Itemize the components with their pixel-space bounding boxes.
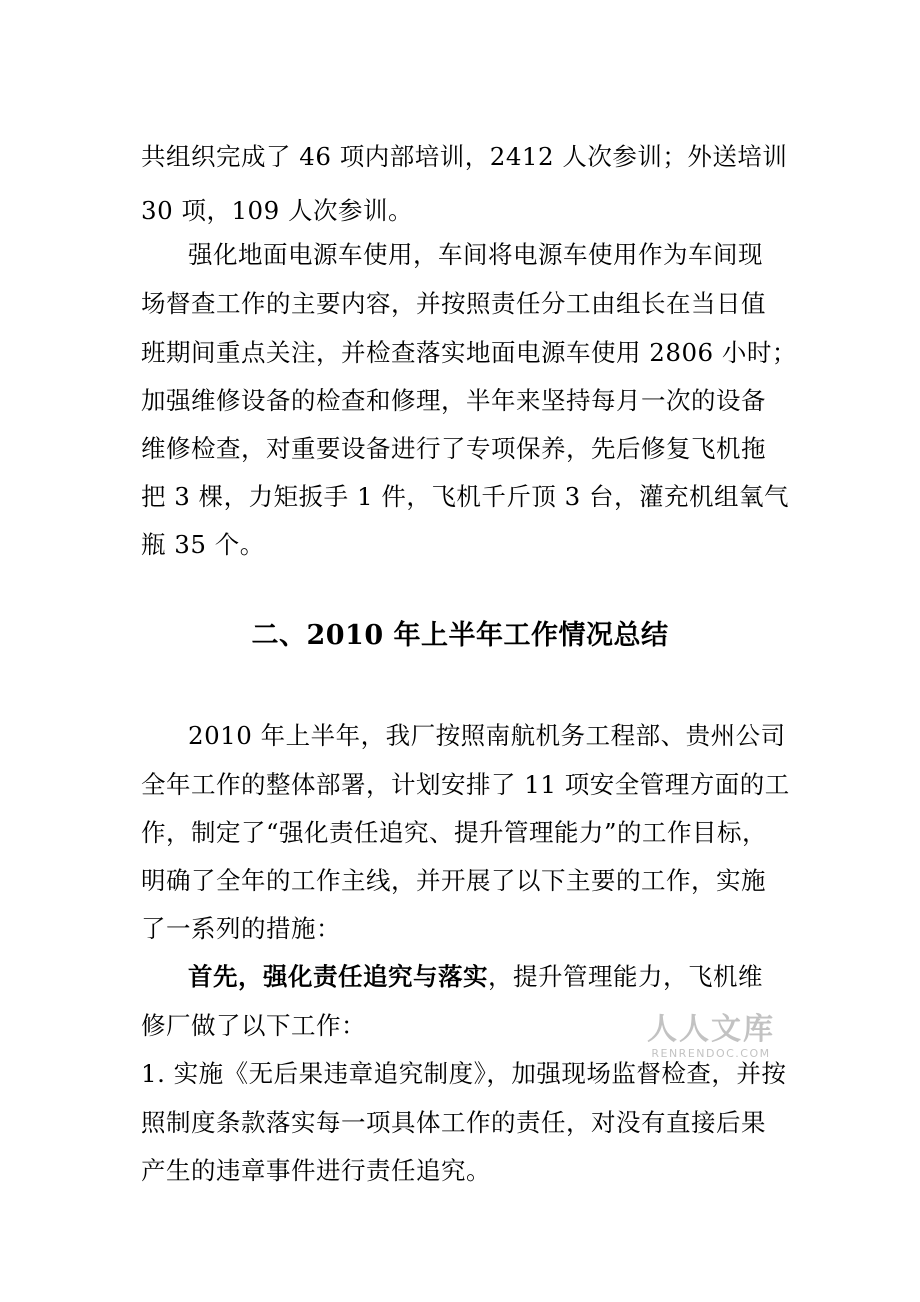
watermark-logo xyxy=(646,1013,776,1061)
paragraph-2-line-6: 把 3 棵，力矩扳手 1 件，飞机千斤顶 3 台，灌充机组氧气 xyxy=(141,482,789,511)
paragraph-2-line-1: 强化地面电源车使用，车间将电源车使用作为车间现 xyxy=(188,240,763,269)
item-1-line-3: 产生的违章事件进行责任追究。 xyxy=(141,1156,491,1185)
item-1-line-1: 1. 实施《无后果违章追究制度》，加强现场监督检查，并按 xyxy=(141,1059,787,1088)
item-1-line-2: 照制度条款落实每一项具体工作的责任，对没有直接后果 xyxy=(141,1108,766,1137)
paragraph-2-line-7: 瓶 35 个。 xyxy=(141,530,265,559)
paragraph-2-line-4: 加强维修设备的检查和修理，半年来坚持每月一次的设备 xyxy=(141,386,766,415)
paragraph-3-line-4: 明确了全年的工作主线，并开展了以下主要的工作，实施 xyxy=(141,866,766,895)
paragraph-4-line-2: 修厂做了以下工作： xyxy=(141,1011,366,1040)
watermark-title: 人人文库 xyxy=(647,1012,775,1047)
paragraph-3-line-5: 了一系列的措施： xyxy=(141,914,341,943)
section-heading: 二、2010 年上半年工作情况总结 xyxy=(251,620,669,651)
paragraph-2-line-2: 场督查工作的主要内容，并按照责任分工由组长在当日值 xyxy=(141,289,766,318)
paragraph-2-line-5: 维修检查，对重要设备进行了专项保养，先后修复飞机拖 xyxy=(141,434,766,463)
paragraph-2-line-3: 班期间重点关注，并检查落实地面电源车使用 2806 小时； xyxy=(141,338,797,367)
paragraph-3-line-3: 作，制定了“强化责任追究、提升管理能力”的工作目标， xyxy=(141,818,768,847)
paragraph-4-rest: ，提升管理能力，飞机维 xyxy=(488,962,763,991)
paragraph-1-line-1: 共组织完成了 46 项内部培训，2412 人次参训；外送培训 xyxy=(141,142,788,171)
paragraph-1-line-2: 30 项，109 人次参训。 xyxy=(141,196,414,225)
paragraph-4-line-1 xyxy=(188,962,763,992)
paragraph-3-line-2: 全年工作的整体部署，计划安排了 11 项安全管理方面的工 xyxy=(141,770,790,799)
watermark-url: RENRENDOC.COM xyxy=(651,1047,771,1060)
paragraph-3-line-1: 2010 年上半年，我厂按照南航机务工程部、贵州公司 xyxy=(188,721,786,750)
bold-lead-text: 首先，强化责任追究与落实 xyxy=(188,962,488,991)
